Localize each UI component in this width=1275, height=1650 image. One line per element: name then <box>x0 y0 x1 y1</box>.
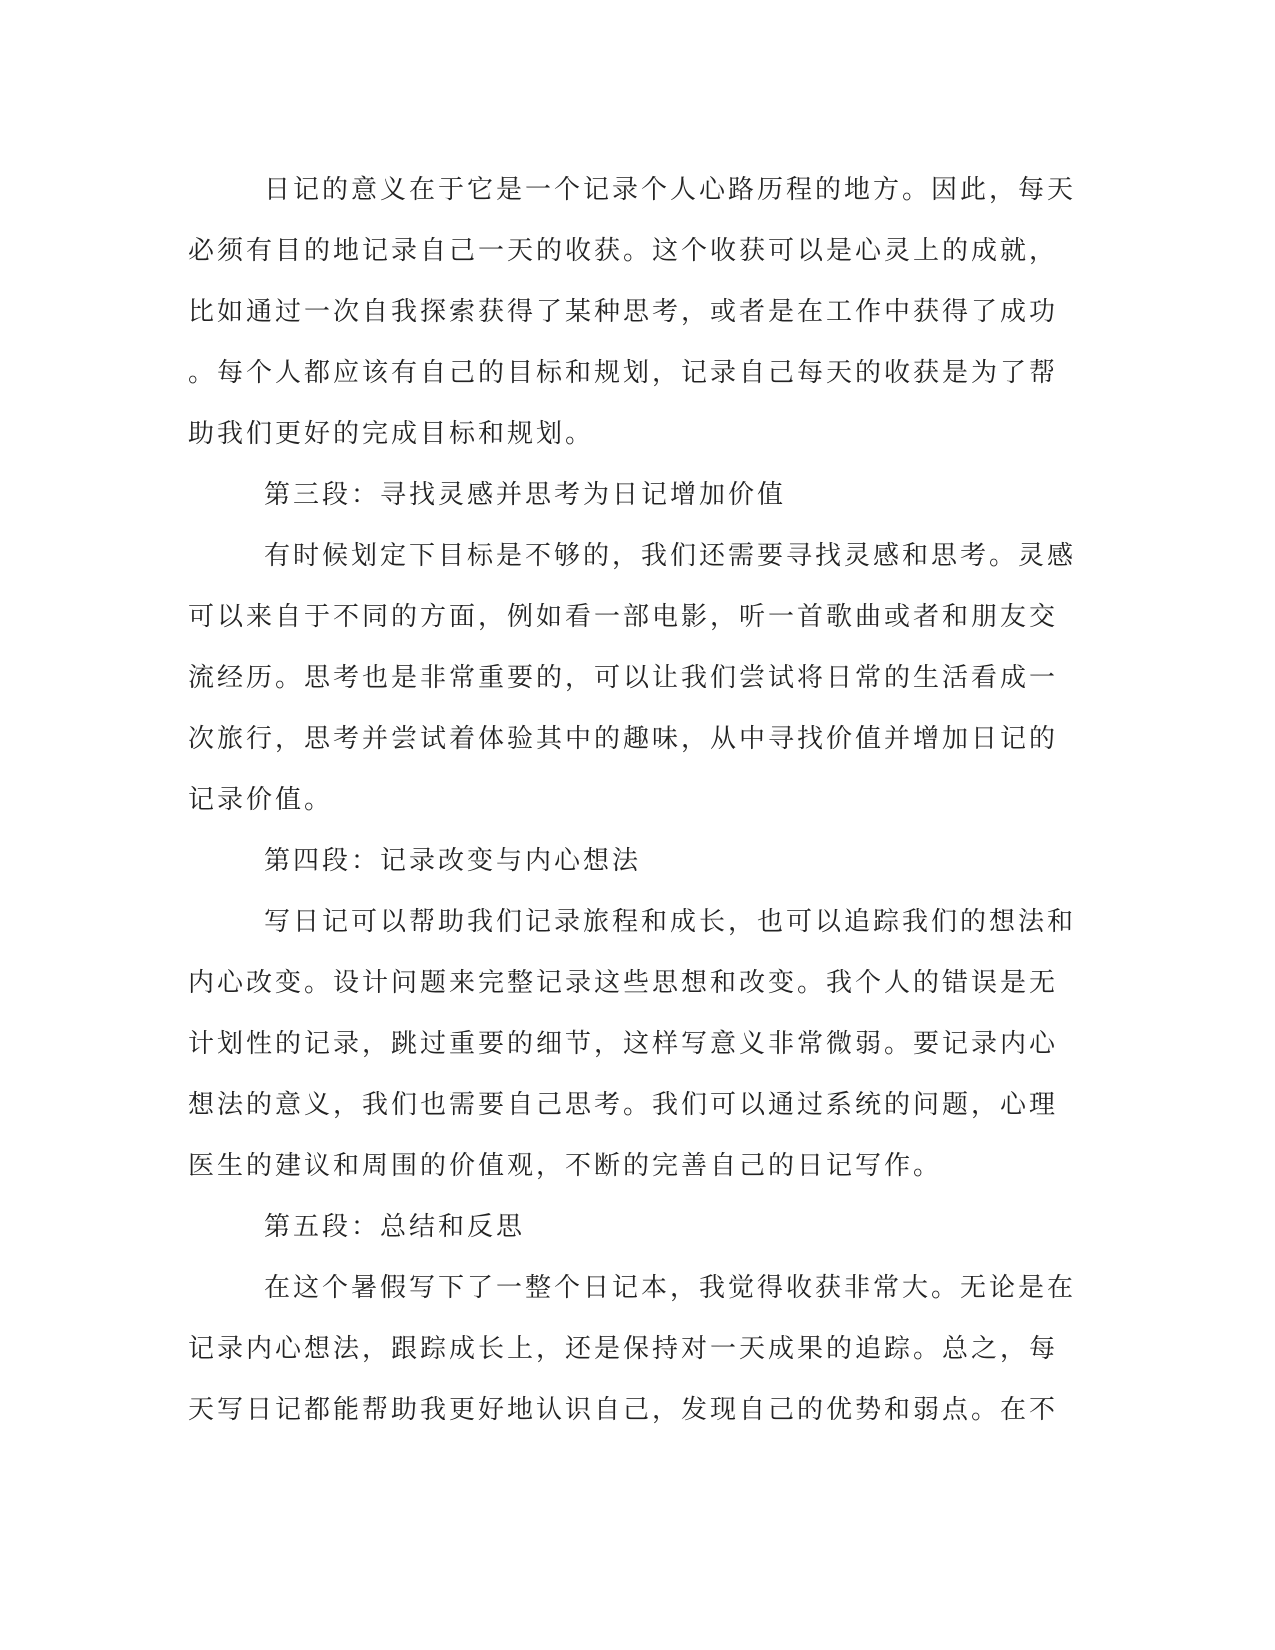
text-line: 可以来自于不同的方面，例如看一部电影，听一首歌曲或者和朋友交 <box>188 602 1059 632</box>
text-line: 流经历。思考也是非常重要的，可以让我们尝试将日常的生活看成一 <box>188 663 1059 693</box>
paragraph-inspiration <box>188 526 1077 831</box>
text-line: 写日记可以帮助我们记录旅程和成长，也可以追踪我们的想法和 <box>264 907 1077 937</box>
text-line: 助我们更好的完成目标和规划。 <box>188 419 595 449</box>
text-line: 在这个暑假写下了一整个日记本，我觉得收获非常大。无论是在 <box>264 1273 1077 1303</box>
paragraph-record-change <box>188 892 1077 1197</box>
section-heading-text: 第三段：寻找灵感并思考为日记增加价值 <box>264 480 787 510</box>
text-line: 医生的建议和周围的价值观，不断的完善自己的日记写作。 <box>188 1151 943 1181</box>
text-line: 想法的意义，我们也需要自己思考。我们可以通过系统的问题，心理 <box>188 1090 1059 1120</box>
paragraph-diary-meaning <box>188 160 1077 465</box>
section-heading-3 <box>188 465 1068 526</box>
text-line: 计划性的记录，跳过重要的细节，这样写意义非常微弱。要记录内心 <box>188 1029 1059 1059</box>
text-line: 天写日记都能帮助我更好地认识自己，发现自己的优势和弱点。在不 <box>188 1395 1059 1425</box>
text-line: 记录价值。 <box>188 785 334 815</box>
document-body <box>188 160 1077 1441</box>
paragraph-summary <box>188 1258 1077 1441</box>
text-line: 有时候划定下目标是不够的，我们还需要寻找灵感和思考。灵感 <box>264 541 1077 571</box>
text-line: 次旅行，思考并尝试着体验其中的趣味，从中寻找价值并增加日记的 <box>188 724 1059 754</box>
text-line: 比如通过一次自我探索获得了某种思考，或者是在工作中获得了成功 <box>188 297 1059 327</box>
text-line: 内心改变。设计问题来完整记录这些思想和改变。我个人的错误是无 <box>188 968 1059 998</box>
section-heading-text: 第五段：总结和反思 <box>264 1212 526 1242</box>
section-heading-5 <box>188 1197 1068 1258</box>
text-line: 必须有目的地记录自己一天的收获。这个收获可以是心灵上的成就， <box>188 236 1059 266</box>
text-line: 。每个人都应该有自己的目标和规划，记录自己每天的收获是为了帮 <box>188 358 1059 388</box>
text-line: 日记的意义在于它是一个记录个人心路历程的地方。因此，每天 <box>264 175 1077 205</box>
text-line: 记录内心想法，跟踪成长上，还是保持对一天成果的追踪。总之，每 <box>188 1334 1059 1364</box>
section-heading-4 <box>188 831 1068 892</box>
section-heading-text: 第四段：记录改变与内心想法 <box>264 846 642 876</box>
